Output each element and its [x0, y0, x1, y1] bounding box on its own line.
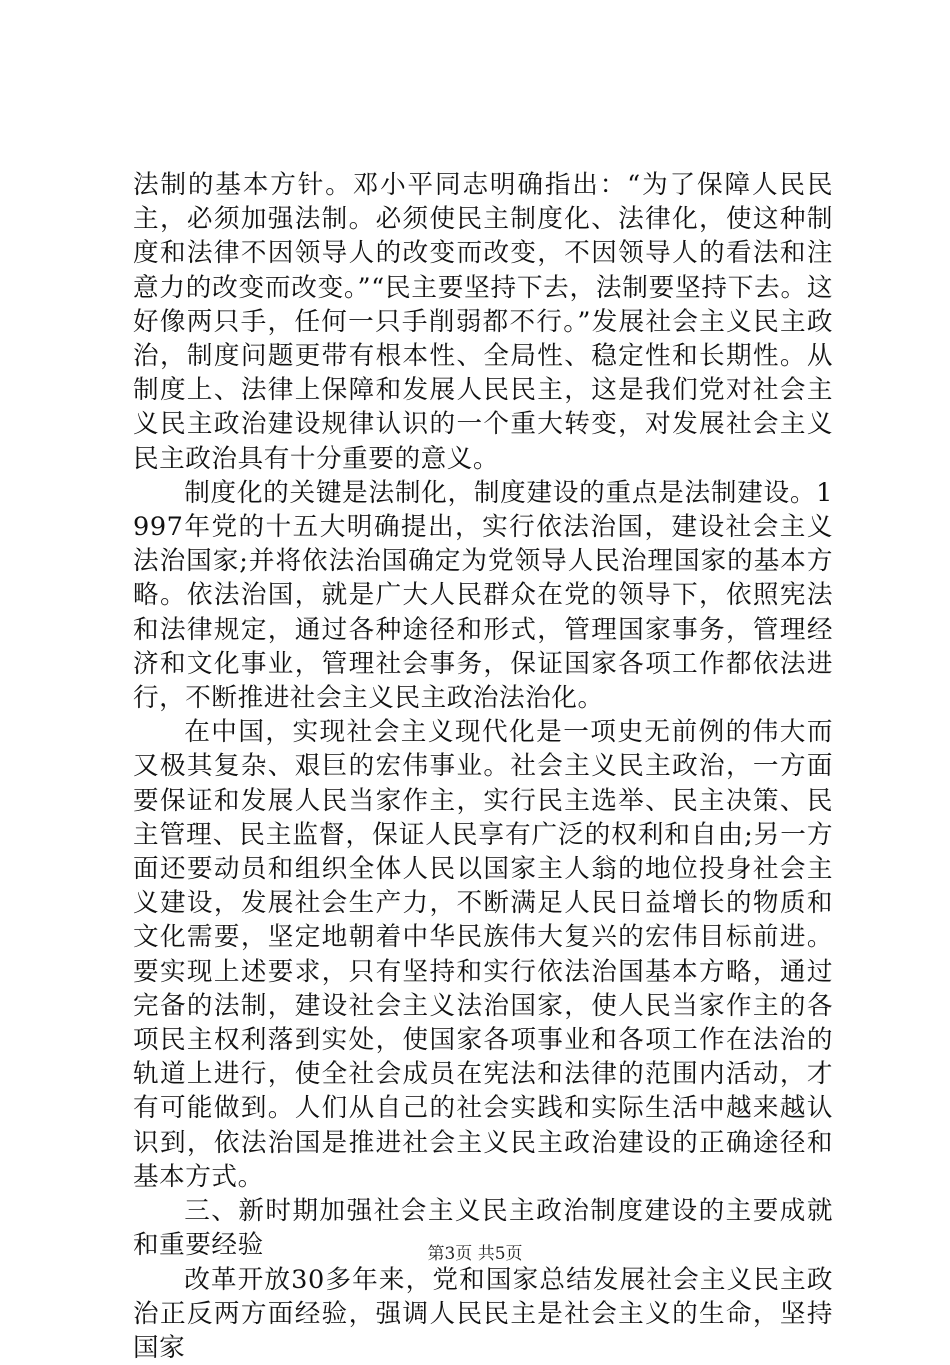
page-number-footer: 第3页 共5页: [0, 1243, 950, 1265]
paragraph-modernization: 在中国，实现社会主义现代化是一项史无前例的伟大而又极其复杂、艰巨的宏伟事业。社会主义民主政治，一方面要保证和发展人民当家作主，实行民主选举、民主决策、民主管理、民主监督，保证人民享有广泛的权利和自由;另一方面还要动员和组织全体人民以国家主人翁的地位投身社会主义建设，发展社会生产力，不断满足人民日益增长的物质和文化需要，坚定地朝着中华民族伟大复兴的宏伟目标前进。要实现上述要求，只有坚持和实行依法治国基本方略，通过完备的法制，建设社会主义法治国家，使人民当家作主的各项民主权利落到实处，使国家各项事业和各项工作在法治的轨道上进行，使全社会成员在宪法和法律的范围内活动，才有可能做到。人们从自己的社会实践和实际生活中越来越认识到，依法治国是推进社会主义民主政治建设的正确途径和基本方式。: [133, 715, 833, 1194]
section-heading: 三、新时期加强社会主义民主政治制度建设的主要成就和重要经验: [133, 1194, 833, 1262]
paragraph-reform: 改革开放30多年来，党和国家总结发展社会主义民主政治正反两方面经验，强调人民民主是社会主义的生命，坚持国家: [133, 1263, 833, 1365]
paragraph-continuation: 法制的基本方针。邓小平同志明确指出：“为了保障人民民主，必须加强法制。必须使民主制度化、法律化，使这种制度和法律不因领导人的改变而改变，不因领导人的看法和注意力的改变而改变。”“民主要坚持下去，法制要坚持下去。这好像两只手，任何一只手削弱都不行。”发展社会主义民主政治，制度问题更带有根本性、全局性、稳定性和长期性。从制度上、法律上保障和发展人民民主，这是我们党对社会主义民主政治建设规律认识的一个重大转变，对发展社会主义民主政治具有十分重要的意义。: [133, 168, 833, 476]
paragraph-legalization: 制度化的关键是法制化，制度建设的重点是法制建设。1997年党的十五大明确提出，实行依法治国，建设社会主义法治国家;并将依法治国确定为党领导人民治理国家的基本方略。依法治国，就是广大人民群众在党的领导下，依照宪法和法律规定，通过各种途径和形式，管理国家事务，管理经济和文化事业，管理社会事务，保证国家各项工作都依法进行，不断推进社会主义民主政治法治化。: [133, 476, 833, 715]
document-body: [133, 168, 833, 1365]
